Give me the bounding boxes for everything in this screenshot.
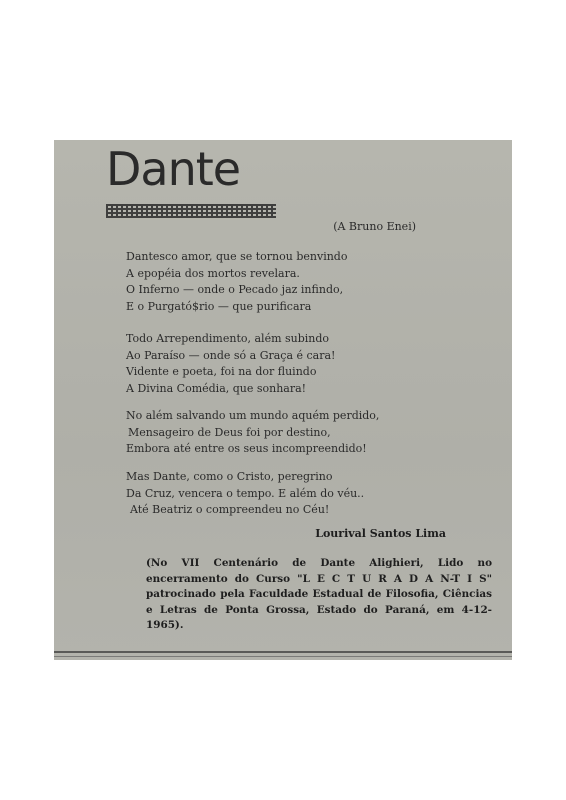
verse-line: A Divina Comédia, que sonhara! [126, 381, 307, 395]
author-signature: Lourival Santos Lima [315, 527, 446, 540]
verse-line: E o Purgató$rio — que purificara [126, 299, 312, 313]
verse-line: Embora até entre os seus incompreendido! [126, 442, 367, 455]
verse-line: Ao Paraíso — onde só a Graça é cara! [126, 348, 336, 362]
verse-line: A epopéia dos mortos revelara. [126, 266, 300, 280]
verse-line: Até Beatriz o compreendeu no Céu! [130, 503, 330, 516]
stanza-2 [126, 331, 335, 397]
verse-line: O Inferno — onde o Pecado jaz infindo, [126, 283, 344, 296]
bottom-rule-thin [54, 656, 512, 657]
verse-line: Todo Arrependimento, além subindo [126, 332, 330, 345]
decorative-border-ornament [106, 204, 276, 218]
verse-line: No além salvando um mundo aquém perdido, [126, 409, 380, 422]
verse-line: Vidente e poeta, foi na dor fluindo [126, 365, 317, 378]
stanza-1 [126, 249, 347, 315]
dedication: (A Bruno Enei) [333, 220, 416, 233]
bottom-rule [54, 651, 512, 653]
verse-line: Dantesco amor, que se tornou benvindo [126, 250, 348, 263]
verse-line: Mensageiro de Deus foi por destino, [128, 425, 331, 439]
verse-line: Mas Dante, como o Cristo, peregrino [126, 470, 333, 483]
stanza-4 [126, 469, 364, 519]
stanza-3 [126, 408, 379, 458]
scanned-clipping [54, 140, 512, 660]
poem-title: Dante [106, 142, 241, 196]
publication-note: (No VII Centenário de Dante Alighieri, Lido no encerramento do Curso "L E C T U R A D A N-T I S" patrocinado pela Faculdade Estadual de Filosofia, Ciências e Letras de Ponta Grossa, Estado do Paraná, em 4-12-1965). [146, 557, 492, 631]
verse-line: Da Cruz, vencera o tempo. E além do véu.. [126, 486, 365, 500]
